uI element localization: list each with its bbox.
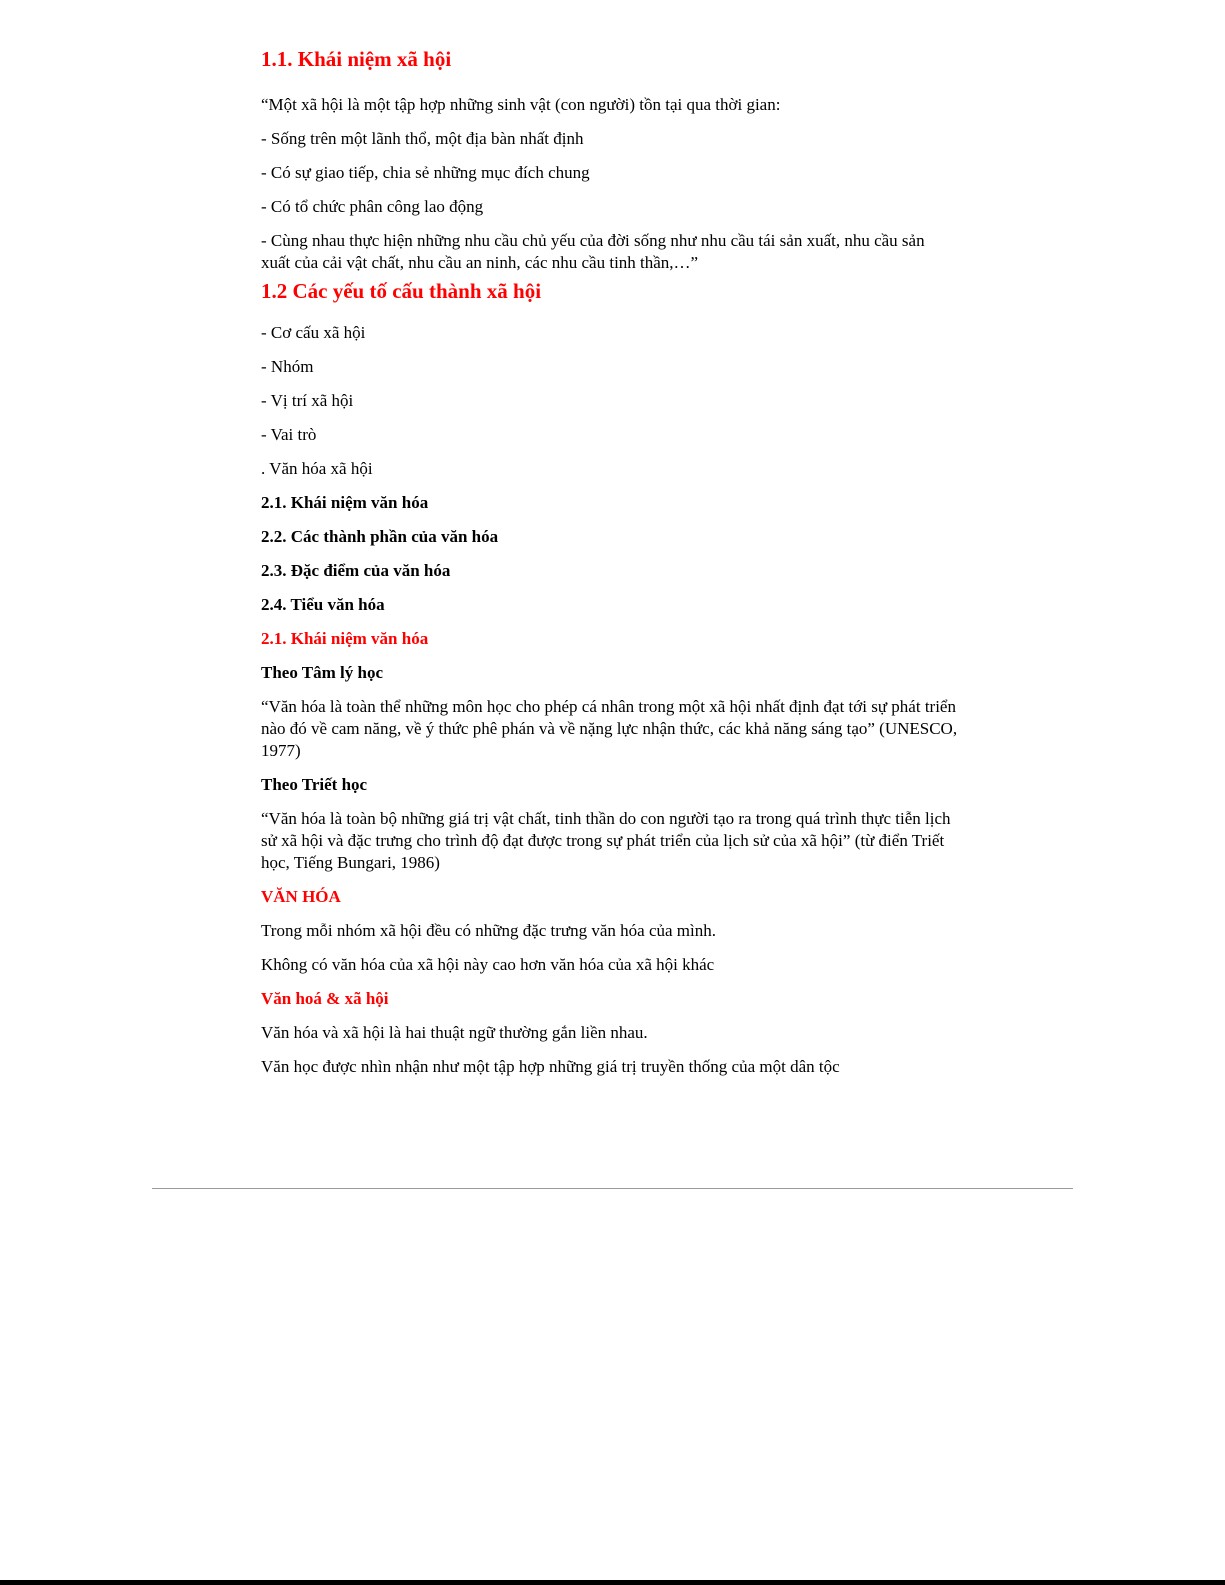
- list-item: - Nhóm: [261, 357, 314, 376]
- list-item: - Có tổ chức phân công lao động: [261, 197, 484, 216]
- paragraph-intro: “Một xã hội là một tập hợp những sinh vật (con người) tồn tại qua thời gian:: [261, 95, 781, 114]
- outline-item: 2.4. Tiểu văn hóa: [261, 595, 385, 614]
- list-item: - Vị trí xã hội: [261, 391, 354, 410]
- list-item: - Cùng nhau thực hiện những nhu cầu chủ yếu của đời sống như nhu cầu tái sản xuất, nhu cầu sản xuất của cải vật chất, nhu cầu an ninh, các nhu cầu tinh thần,…”: [261, 231, 925, 272]
- paragraph-line: Trong mỗi nhóm xã hội đều có những đặc trưng văn hóa của mình.: [261, 921, 717, 940]
- heading-2-1: 2.1. Khái niệm văn hóa: [261, 629, 429, 648]
- bottom-edge-bar: [0, 1580, 1225, 1585]
- list-item: - Vai trò: [261, 425, 317, 444]
- paragraph-line: Văn hóa và xã hội là hai thuật ngữ thường gắn liền nhau.: [261, 1023, 648, 1042]
- outline-item: 2.1. Khái niệm văn hóa: [261, 493, 429, 512]
- paragraph-line: Văn học được nhìn nhận như một tập hợp những giá trị truyền thống của một dân tộc: [261, 1057, 840, 1076]
- paragraph-line: Không có văn hóa của xã hội này cao hơn văn hóa của xã hội khác: [261, 955, 715, 974]
- outline-item: 2.3. Đặc điểm của văn hóa: [261, 561, 451, 580]
- list-item: . Văn hóa xã hội: [261, 459, 373, 478]
- heading-1-1: 1.1. Khái niệm xã hội: [261, 47, 452, 71]
- heading-1-2: 1.2 Các yếu tố cấu thành xã hội: [261, 279, 542, 303]
- subheading-psychology: Theo Tâm lý học: [261, 663, 384, 682]
- page-divider: [152, 1188, 1073, 1189]
- heading-van-hoa-xa-hoi: Văn hoá & xã hội: [261, 989, 389, 1008]
- list-item: - Cơ cấu xã hội: [261, 323, 366, 342]
- list-item: - Sống trên một lãnh thổ, một địa bàn nhất định: [261, 129, 584, 148]
- heading-van-hoa: VĂN HÓA: [261, 887, 341, 906]
- list-item: - Có sự giao tiếp, chia sẻ những mục đích chung: [261, 163, 590, 182]
- paragraph-psychology: “Văn hóa là toàn thể những môn học cho phép cá nhân trong một xã hội nhất định đạt tới sự phát triển nào đó về cam năng, về ý thức phê phán và về nặng lực nhận thức, các khả năng sáng tạo” (UNESCO, 1977): [261, 697, 958, 760]
- paragraph-philosophy: “Văn hóa là toàn bộ những giá trị vật chất, tinh thần do con người tạo ra trong quá trình thực tiễn lịch sử xã hội và đặc trưng cho trình độ đạt được trong sự phát triển của lịch sử của xã hội” (từ điển Triết học, Tiếng Bungari, 1986): [261, 809, 951, 872]
- document-body: [261, 40, 961, 1078]
- subheading-philosophy: Theo Triết học: [261, 775, 368, 794]
- outline-item: 2.2. Các thành phần của văn hóa: [261, 527, 499, 546]
